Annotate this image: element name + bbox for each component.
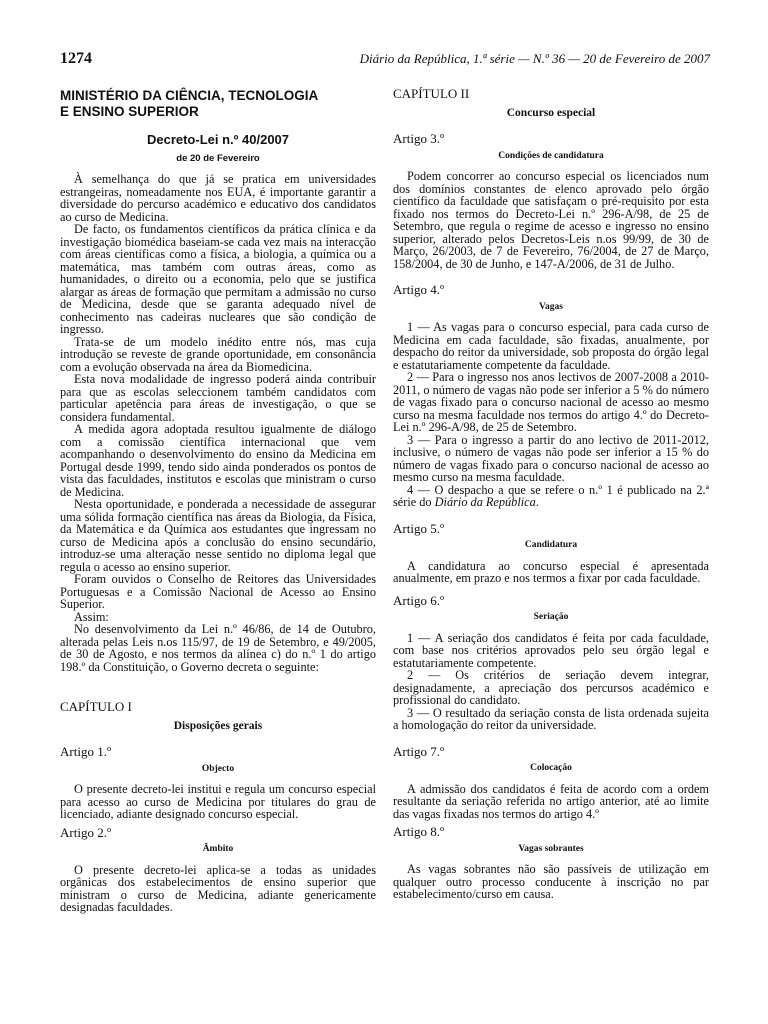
decree-date: de 20 de Fevereiro	[176, 152, 260, 164]
article-5-title: Artigo 5.º	[393, 520, 444, 536]
article-1-text: O presente decreto-lei institui e regula um concurso especial para acesso ao curso de Medicina por titulares do grau de licenciado, adiante designado concurso especial.	[60, 782, 376, 821]
article-4-paragraph: 2 — Para o ingresso nos anos lectivos de 2007-2008 a 2010-2011, o número de vagas não pode ser inferior a 5 % do número de vagas fixado para o concurso nacional de acesso ao mesmo curso na mesma faculdade nos termos do artigo 4.º do Decreto-Lei n.º 296-A/98, de 25 de Setembro.	[393, 370, 709, 434]
article-1-heading: Objecto	[201, 763, 235, 774]
article-6-paragraph: 3 — O resultado da seriação consta de lista ordenada sujeita a homologação do reitor da universidade.	[393, 705, 709, 732]
article-8-text: As vagas sobrantes não são passíveis de utilização em qualquer outro processo conducente à inscrição no par estabelecimento/curso em causa.	[393, 862, 709, 901]
preamble-paragraph: No desenvolvimento da Lei n.º 46/86, de 14 de Outubro, alterada pelas Leis n.os 115/97, de 19 de Setembro, e 49/2005, de 30 de Agosto, e nos termos da alínea c) do n.º 1 do artigo 198.º da Constituição, o Governo decreta o seguinte:	[60, 622, 376, 674]
preamble-paragraph: Foram ouvidos o Conselho de Reitores das Universidades Portuguesas e a Comissão Nacional de Acesso ao Ensino Superior.	[60, 572, 376, 611]
article-6-paragraph: 2 — Os critérios de seriação devem integrar, designadamente, a apreciação dos percursos académico e profissional do candidato.	[393, 668, 709, 707]
preamble-paragraph: Nesta oportunidade, e ponderada a necessidade de assegurar uma sólida formação científica nas áreas da Biologia, da Física, da Matemática e da Química aos estudantes que ingressam no curso de Medicina após a conclusão do ensino secundário, introduz-se uma alteração nesse sentido no diploma legal que regula o acesso ao ensino superior.	[60, 497, 376, 574]
preamble-paragraph: À semelhança do que já se pratica em universidades estrangeiras, nomeadamente nos EUA, é importante garantir a diversidade do percurso académico e educativo dos candidatos ao curso de Medicina.	[60, 172, 376, 224]
journal-header: Diário da República, 1.ª série — N.º 36 — 20 de Fevereiro de 2007	[359, 51, 710, 66]
article-8-heading: Vagas sobrantes	[518, 843, 584, 854]
article-2-text: O presente decreto-lei aplica-se a todas as unidades orgânicas dos estabelecimentos de ensino superior que ministram o curso de Medicina, adiante genericamente designadas faculdades.	[60, 862, 376, 914]
page-header	[60, 50, 710, 72]
article-3-title: Artigo 3.º	[393, 131, 444, 146]
ministry-line-1: MINISTÉRIO DA CIÊNCIA, TECNOLOGIA	[60, 88, 319, 103]
article-5-heading: Candidatura	[524, 540, 578, 550]
article-3-heading: Condições de candidatura	[498, 150, 604, 161]
left-column	[60, 88, 376, 914]
article-8-title: Artigo 8.º	[393, 824, 444, 839]
article-1-title: Artigo 1.º	[60, 744, 111, 759]
article-5-text: A candidatura ao concurso especial é apresentada anualmente, em prazo e nos termos a fixar por cada faculdade.	[393, 558, 709, 585]
preamble-paragraph: Trata-se de um modelo inédito entre nós, mas cuja introdução se reveste de grande oportunidade, em consonância com a evolução observada na área da Biomedicina.	[60, 334, 376, 374]
article-3-text: Podem concorrer ao concurso especial os licenciados num dos domínios constantes de elenco aprovado pelo órgão científico da faculdade que satisfaçam o pré-requisito por esta fixado nos termos do Decreto-Lei n.º 296-A/98, de 25 de Setembro, que regula o regime de acesso e ingresso no ensino superior, alterado pelos Decretos-Leis n.os 99/99, de 30 de Março, 26/2003, de 7 de Fevereiro, 76/2004, de 27 de Março, 158/2004, de 30 de Junho, e 147-A/2006, de 31 de Julho.	[393, 169, 709, 271]
preamble-paragraph: A medida agora adoptada resultou igualmente de diálogo com a comissão científica internacional que vem acompanhando o desenvolvimento do ensino da Medicina em Portugal desde 1999, tendo sido ainda ponderados os pontos de vista das faculdades, institutos e escolas que ministram o curso de Medicina.	[60, 422, 376, 499]
article-6-paragraph: 1 — A seriação dos candidatos é feita por cada faculdade, com base nos critérios aprovados pelo seu órgão legal e estatutariamente competente.	[393, 630, 709, 670]
preamble-paragraph: De facto, os fundamentos científicos da prática clínica e da investigação biomédica baseiam-se cada vez mais na interacção com áreas científicas como a física, a biologia, a química ou a matemática, mas também com outras áreas, como as humanidades, o direito ou a economia, pelo que se justifica alargar as áreas de formação que permitam a admissão no curso de Medicina, desde que se garanta adequado nível de conhecimento nas cadeiras nucleares que são condição de ingresso.	[60, 222, 376, 336]
article-4-p4-end: .	[535, 495, 539, 509]
article-2-heading: Âmbito	[202, 844, 234, 854]
page-number: 1274	[60, 50, 92, 67]
article-4-paragraph	[393, 484, 709, 509]
article-6-title: Artigo 6.º	[393, 592, 444, 608]
article-7-heading: Colocação	[530, 763, 572, 773]
article-7-title: Artigo 7.º	[393, 743, 444, 759]
chapter-2-title: CAPÍTULO II	[393, 86, 470, 101]
chapter-1-subtitle: Disposições gerais	[173, 719, 263, 732]
article-7-text: A admissão dos candidatos é feita de acordo com a ordem resultante da seriação referida no artigo anterior, até ao limite das vagas fixadas nos termos do artigo 4.º	[393, 781, 709, 821]
chapter-2-subtitle: Concurso especial	[506, 106, 596, 119]
decree-title: Decreto-Lei n.º 40/2007	[146, 132, 290, 147]
chapter-1-title: CAPÍTULO I	[60, 699, 132, 714]
article-4-paragraph: 1 — As vagas para o concurso especial, para cada curso de Medicina em cada faculdade, são fixadas, anualmente, por despacho do reitor da universidade, sob proposta do órgão legal e estatutariamente competente da faculdade.	[393, 320, 709, 372]
ministry-line-2: E ENSINO SUPERIOR	[60, 104, 199, 119]
preamble-paragraph: Esta nova modalidade de ingresso poderá ainda contribuir para que as escolas seleccionem também candidatos com particular apetência para áreas de investigação, o que se considera fundamental.	[60, 372, 376, 424]
article-4-paragraph: 3 — Para o ingresso a partir do ano lectivo de 2011-2012, inclusive, o número de vagas não pode ser inferior a 15 % do número de vagas fixado para o concurso nacional de acesso ao mesmo curso na mesma faculdade.	[393, 432, 709, 484]
article-4-p4-text: 4 — O despacho a que se refere o n.º 1 é publicado na 2.ª série do	[393, 482, 709, 509]
right-column	[393, 88, 709, 901]
preamble-paragraph: Assim:	[74, 609, 109, 624]
article-4-heading: Vagas	[539, 301, 563, 312]
journal-name: Diário da República	[434, 495, 536, 509]
article-2-title: Artigo 2.º	[60, 824, 111, 840]
article-4-title: Artigo 4.º	[393, 282, 444, 297]
article-6-heading: Seriação	[533, 612, 569, 622]
